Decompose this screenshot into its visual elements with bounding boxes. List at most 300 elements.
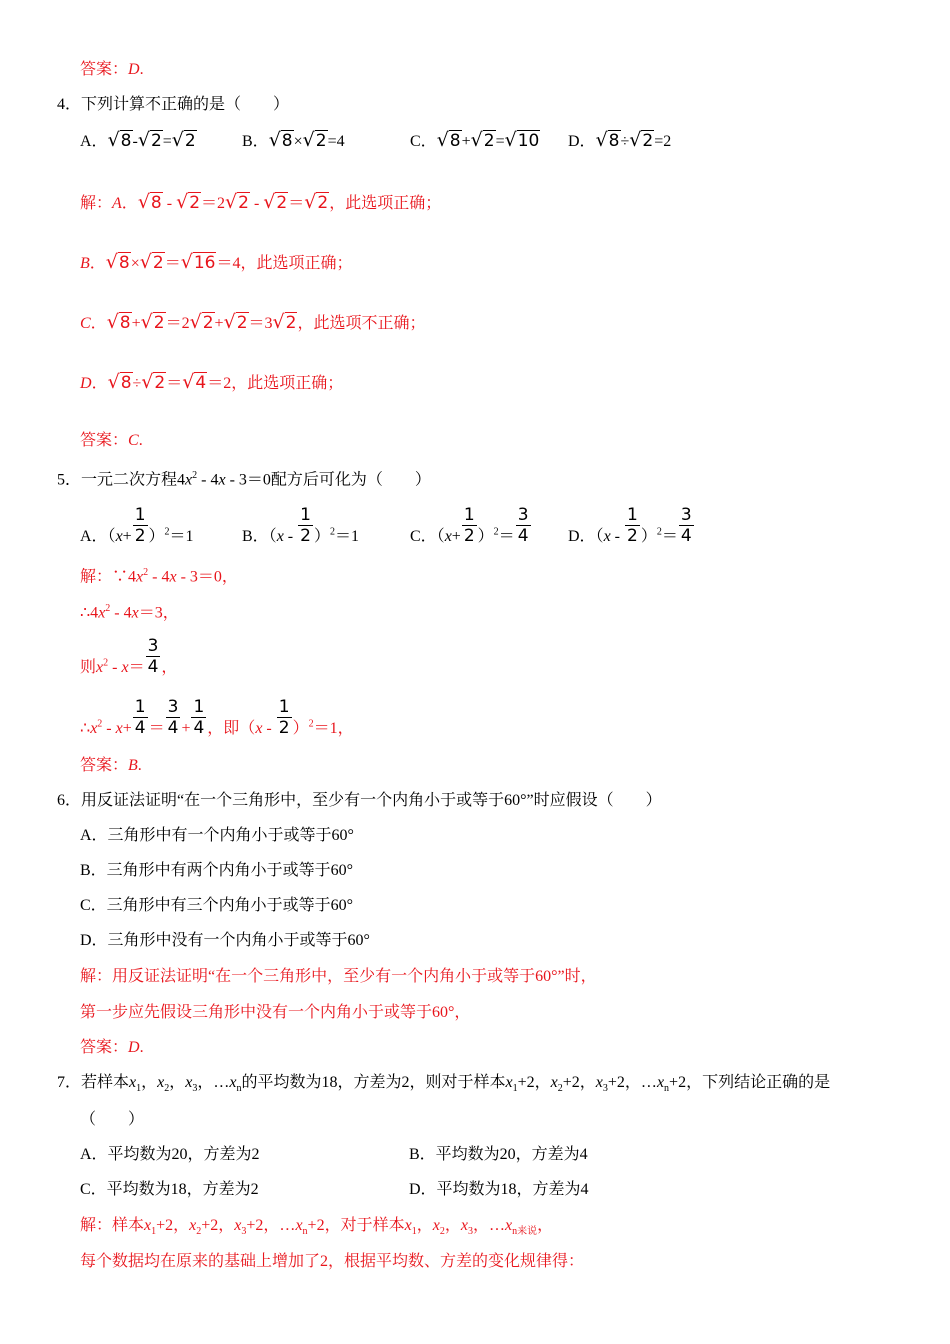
square-root xyxy=(263,192,288,213)
text-run: ） xyxy=(640,528,657,545)
q5-solution-1 xyxy=(80,563,238,587)
text-run: ÷ xyxy=(132,375,142,392)
radicand: 2 xyxy=(184,131,196,151)
superscript: 2 xyxy=(105,603,111,614)
denominator: 4 xyxy=(147,657,159,677)
q6-solution-1 xyxy=(80,967,597,987)
math-variable: x xyxy=(603,528,611,545)
text-run: ＝2 xyxy=(201,195,226,212)
math-variable: x xyxy=(96,659,104,676)
square-root xyxy=(138,130,163,151)
math-variable: x xyxy=(129,1074,137,1091)
text-run: - xyxy=(283,528,298,545)
q5-solution-3 xyxy=(80,636,177,678)
text-run: ． xyxy=(91,375,108,392)
radical-sign-icon: √ xyxy=(436,129,449,151)
q7-solution-1 xyxy=(80,1216,553,1242)
q5-solution-4 xyxy=(80,697,354,739)
text-run: A． xyxy=(80,133,108,150)
radical-sign-icon: √ xyxy=(171,129,184,151)
numerator: 3 xyxy=(517,505,529,525)
subscript: 1 xyxy=(411,1226,417,1238)
subscript: n xyxy=(236,1083,242,1095)
text-run: ＝3， xyxy=(138,604,179,622)
text-run: . xyxy=(138,432,143,449)
q5-option-a xyxy=(80,505,194,547)
fraction xyxy=(133,697,148,738)
text-run: +2， xyxy=(156,1217,190,1234)
radical-sign-icon: √ xyxy=(180,251,193,273)
subscript: 1 xyxy=(512,1083,518,1095)
subscript: 3 xyxy=(192,1083,198,1095)
subscript: 2 xyxy=(557,1083,563,1095)
text-run: × xyxy=(130,255,140,272)
radical-sign-icon: √ xyxy=(106,311,119,333)
subscript: 3 xyxy=(241,1226,247,1238)
text-run: 每个数据均在原来的基础上增加了2，根据平均数、方差的变化规律得： xyxy=(80,1253,585,1270)
q5-option-b xyxy=(242,505,359,547)
text-run: ） xyxy=(148,528,165,545)
text-run: ∴ xyxy=(80,720,91,737)
text-run: 答案： xyxy=(80,1039,129,1056)
radicand: 8 xyxy=(449,131,461,151)
square-root xyxy=(505,130,541,151)
text-run: ， xyxy=(444,1217,461,1234)
radicand: 8 xyxy=(120,373,132,393)
superscript: 2 xyxy=(97,718,103,730)
numerator: 1 xyxy=(463,505,475,525)
radical-sign-icon: √ xyxy=(107,371,120,393)
question-7 xyxy=(57,1073,830,1099)
text-run: C．平均数为18，方差为2 xyxy=(80,1181,259,1198)
square-root xyxy=(172,130,197,151)
square-root xyxy=(108,372,133,393)
text-run: ． xyxy=(90,315,107,332)
square-root xyxy=(224,312,249,333)
text-run: D．平均数为18，方差为4 xyxy=(409,1181,589,1198)
text-run: - 3＝0， xyxy=(176,568,238,586)
math-variable: x xyxy=(169,568,177,586)
square-root xyxy=(304,192,329,213)
subscript: 2 xyxy=(439,1226,445,1238)
q7-solution-2 xyxy=(80,1252,584,1272)
math-variable: x xyxy=(444,528,452,545)
q5-option-c xyxy=(410,505,532,547)
text-run: ＝2 xyxy=(165,315,190,332)
q6-option-d xyxy=(80,931,370,951)
text-run: C．（ xyxy=(410,528,445,545)
math-variable: C xyxy=(80,315,91,332)
square-root xyxy=(106,252,131,273)
q4-solution-b xyxy=(80,252,352,274)
text-run: ＝1， xyxy=(313,720,354,737)
text-run: ， xyxy=(537,1217,554,1234)
math-variable: x xyxy=(404,1217,412,1234)
text-run: +2， xyxy=(517,1074,551,1091)
radical-sign-icon: √ xyxy=(176,191,189,213)
q4-option-c xyxy=(410,130,540,152)
square-root xyxy=(138,192,163,213)
math-variable: x xyxy=(234,1217,242,1234)
text-run: =2 xyxy=(654,133,672,150)
radical-sign-icon: √ xyxy=(189,311,202,333)
text-run: ． xyxy=(121,195,138,212)
text-run: +2，… xyxy=(607,1074,657,1091)
text-run: 解：样本 xyxy=(80,1217,145,1234)
superscript: 2 xyxy=(329,526,335,538)
math-variable: x xyxy=(550,1074,558,1091)
numerator: 1 xyxy=(627,505,638,525)
text-run: B．平均数为20，方差为4 xyxy=(409,1146,588,1163)
math-variable: x xyxy=(115,528,123,545)
text-run: 解：用反证法证明“在一个三角形中，至少有一个内角小于或等于60°”时， xyxy=(80,968,597,985)
question-7-blank xyxy=(80,1110,144,1130)
math-variable: x xyxy=(144,1217,152,1234)
text-run: - 4 xyxy=(110,604,132,622)
square-root xyxy=(303,130,328,151)
radicand: 2 xyxy=(189,193,201,213)
radical-sign-icon: √ xyxy=(225,191,238,213)
answer-q4 xyxy=(80,431,143,451)
text-run: 7．若样本 xyxy=(57,1074,130,1091)
math-variable: A xyxy=(112,195,122,212)
fraction xyxy=(462,505,477,546)
answer-q3 xyxy=(80,60,144,80)
radicand: 4 xyxy=(195,373,207,393)
answer-q6 xyxy=(80,1038,144,1058)
denominator: 4 xyxy=(167,718,179,738)
radicand: 2 xyxy=(238,193,249,213)
answer-q5 xyxy=(80,756,142,776)
text-run: ＝ xyxy=(148,720,165,737)
text-run: - 4 xyxy=(148,568,170,586)
radical-sign-icon: √ xyxy=(223,311,236,333)
text-run: - 3＝0配方后可化为（ ） xyxy=(225,471,431,489)
text-run: 则 xyxy=(80,659,97,676)
numerator: 1 xyxy=(134,697,146,717)
subscript: 3 xyxy=(467,1226,473,1238)
radical-sign-icon: √ xyxy=(272,311,285,333)
square-root xyxy=(629,130,654,151)
radical-sign-icon: √ xyxy=(629,129,642,151)
q7-option-b xyxy=(409,1145,588,1165)
text-run: ， xyxy=(416,1217,433,1234)
radicand: 2 xyxy=(276,193,288,213)
q6-option-a xyxy=(80,826,354,846)
text-run: ，… xyxy=(472,1217,505,1234)
radicand: 8 xyxy=(119,313,131,333)
subscript: n xyxy=(664,1083,670,1095)
text-run: + xyxy=(122,528,132,545)
text-run: ， xyxy=(169,1074,186,1091)
text-run: - xyxy=(102,720,116,737)
q7-option-d xyxy=(409,1180,589,1200)
text-run: 答案： xyxy=(80,432,129,449)
text-run: - xyxy=(132,133,138,150)
radicand: 2 xyxy=(317,193,329,213)
q5-solution-2 xyxy=(80,599,179,623)
radicand: 8 xyxy=(120,131,132,151)
square-root xyxy=(225,192,250,213)
radical-sign-icon: √ xyxy=(137,129,150,151)
radical-sign-icon: √ xyxy=(470,129,483,151)
radicand: 8 xyxy=(281,131,293,151)
q7-option-a xyxy=(80,1145,260,1165)
math-variable: B xyxy=(128,757,138,774)
math-variable: x xyxy=(121,659,129,676)
math-variable: x xyxy=(229,1074,237,1091)
subscript: 2 xyxy=(196,1226,202,1238)
denominator: 4 xyxy=(680,526,692,546)
text-run: ＝2，此选项正确； xyxy=(207,375,344,392)
text-run: ＝ xyxy=(166,375,183,392)
square-root xyxy=(273,312,298,333)
text-run: ） xyxy=(477,528,494,545)
text-run: B．三角形中有两个内角小于或等于60° xyxy=(80,862,354,879)
text-run: ＝ xyxy=(288,195,305,212)
text-run: - xyxy=(108,659,122,676)
math-variable: x xyxy=(90,720,98,737)
radical-sign-icon: √ xyxy=(140,311,153,333)
math-variable: x xyxy=(98,604,106,622)
text-run: ＝1 xyxy=(334,528,359,545)
math-variable: x xyxy=(505,1074,513,1091)
radicand: 2 xyxy=(285,313,297,333)
superscript: 2 xyxy=(103,657,109,669)
square-root xyxy=(471,130,496,151)
radical-sign-icon: √ xyxy=(263,191,276,213)
radicand: 8 xyxy=(608,131,620,151)
radicand: 2 xyxy=(152,253,164,273)
math-variable: x xyxy=(504,1217,513,1234)
text-run: 答案： xyxy=(80,757,129,774)
square-root xyxy=(107,312,132,333)
numerator: 1 xyxy=(278,697,290,717)
text-run: A．三角形中有一个内角小于或等于60° xyxy=(80,827,354,844)
text-run: + xyxy=(214,315,224,332)
numerator: 3 xyxy=(167,697,179,717)
q6-option-c xyxy=(80,896,353,916)
radicand: 2 xyxy=(642,131,654,151)
fraction xyxy=(191,697,206,738)
text-run: = xyxy=(162,133,172,150)
fraction xyxy=(625,505,640,546)
text-run: ＝ xyxy=(661,528,678,545)
question-4 xyxy=(57,95,289,115)
superscript: 2 xyxy=(656,526,662,538)
superscript: 2 xyxy=(192,470,198,481)
radicand: 2 xyxy=(236,313,248,333)
math-variable: x xyxy=(131,604,139,622)
text-run: - xyxy=(249,195,264,212)
math-variable: x xyxy=(460,1217,468,1234)
text-run: ＝ xyxy=(128,659,145,676)
text-run: +2，… xyxy=(246,1217,296,1234)
numerator: 1 xyxy=(193,697,205,717)
q4-option-a xyxy=(80,130,197,152)
square-root xyxy=(141,312,166,333)
square-root xyxy=(181,252,217,273)
radicand: 16 xyxy=(193,253,216,273)
text-run: . xyxy=(139,61,144,78)
denominator: 2 xyxy=(300,526,311,546)
text-run: +2，对于样本 xyxy=(307,1217,405,1234)
text-run: A．（ xyxy=(80,528,116,545)
text-run: - xyxy=(262,720,276,737)
square-root xyxy=(190,312,215,333)
text-run: 4．下列计算不正确的是（ ） xyxy=(57,96,290,113)
square-root xyxy=(176,192,201,213)
math-variable: C xyxy=(128,432,139,449)
text-run: +2， xyxy=(562,1074,596,1091)
math-variable: x xyxy=(276,528,284,545)
math-variable: x xyxy=(185,1074,193,1091)
question-5 xyxy=(57,466,431,490)
text-run: +2，下列结论正确的是 xyxy=(669,1074,831,1091)
math-variable: x xyxy=(255,720,263,737)
fraction xyxy=(679,505,694,546)
denominator: 2 xyxy=(627,526,638,546)
text-run: + xyxy=(181,720,191,737)
text-run: =4 xyxy=(327,133,345,150)
text-run: - 4 xyxy=(197,471,219,489)
text-run: ＝4，此选项正确； xyxy=(216,255,353,272)
radicand: 2 xyxy=(202,313,214,333)
q5-option-d xyxy=(568,505,695,547)
text-run: - xyxy=(610,528,624,545)
text-run: + xyxy=(122,720,132,737)
math-variable: B xyxy=(80,255,90,272)
text-run: 的平均数为18，方差为2，则对于样本 xyxy=(241,1074,506,1091)
text-run: ＝ xyxy=(164,255,181,272)
radicand: 8 xyxy=(118,253,130,273)
subscript: 3 xyxy=(602,1083,608,1095)
text-run: ， xyxy=(141,1074,158,1091)
text-run: - xyxy=(162,195,177,212)
text-run: ． xyxy=(89,255,106,272)
radical-sign-icon: √ xyxy=(141,371,154,393)
text-run: 6．用反证法证明“在一个三角形中，至少有一个内角小于或等于60°”时应假设（ ） xyxy=(57,792,662,809)
numerator: 1 xyxy=(134,505,146,525)
math-variable: x xyxy=(218,471,226,489)
text-run: ） xyxy=(292,720,309,737)
math-variable: x xyxy=(157,1074,165,1091)
text-run: 5．一元二次方程4 xyxy=(57,471,186,489)
text-run: × xyxy=(293,133,303,150)
radical-sign-icon: √ xyxy=(107,129,120,151)
radical-sign-icon: √ xyxy=(304,191,317,213)
text-run: ＝3 xyxy=(248,315,273,332)
text-run: . xyxy=(137,757,142,774)
radical-sign-icon: √ xyxy=(182,371,195,393)
radicand: 10 xyxy=(517,131,540,151)
text-run: ∴4 xyxy=(80,604,99,622)
text-run: A．平均数为20，方差为2 xyxy=(80,1146,260,1163)
superscript: 2 xyxy=(164,526,170,538)
math-variable: x xyxy=(115,720,123,737)
q4-solution-a xyxy=(80,192,441,214)
fraction xyxy=(277,697,292,738)
text-run: C． xyxy=(410,133,437,150)
math-variable: x xyxy=(295,1217,303,1234)
square-root xyxy=(182,372,207,393)
text-run: ＝1 xyxy=(169,528,194,545)
square-root xyxy=(269,130,294,151)
radicand: 2 xyxy=(153,313,165,333)
text-run: . xyxy=(139,1039,144,1056)
fraction xyxy=(166,697,181,738)
subscript: 2 xyxy=(164,1083,170,1095)
radicand: 2 xyxy=(483,131,495,151)
text-run: C．三角形中有三个内角小于或等于60° xyxy=(80,897,354,914)
text-run: （ ） xyxy=(80,1111,145,1128)
subscript: n xyxy=(512,1226,518,1238)
text-run: B． xyxy=(242,133,269,150)
text-run: 解： xyxy=(80,195,113,212)
superscript: 2 xyxy=(493,526,499,538)
square-root xyxy=(437,130,462,151)
text-run: 答案： xyxy=(80,61,129,78)
denominator: 2 xyxy=(463,526,475,546)
q4-solution-c xyxy=(80,312,425,334)
math-variable: x xyxy=(185,471,193,489)
text-run: +2， xyxy=(201,1217,235,1234)
math-variable: x xyxy=(595,1074,603,1091)
q4-option-b xyxy=(242,130,345,152)
denominator: 4 xyxy=(517,526,529,546)
square-root xyxy=(141,372,166,393)
math-variable: x xyxy=(136,568,144,586)
radical-sign-icon: √ xyxy=(595,129,608,151)
subscript: n xyxy=(302,1226,308,1238)
radical-sign-icon: √ xyxy=(105,251,118,273)
question-6 xyxy=(57,791,662,811)
radicand: 2 xyxy=(315,131,327,151)
numerator: 3 xyxy=(147,636,159,656)
radicand: 2 xyxy=(150,131,162,151)
denominator: 2 xyxy=(278,718,290,738)
radical-sign-icon: √ xyxy=(268,129,281,151)
fraction xyxy=(298,505,313,546)
text-run: ，… xyxy=(197,1074,230,1091)
radical-sign-icon: √ xyxy=(139,251,152,273)
text-run: = xyxy=(495,133,505,150)
text-run: ＝ xyxy=(498,528,515,545)
q4-option-d xyxy=(568,130,671,152)
fraction xyxy=(133,505,148,546)
square-root xyxy=(596,130,621,151)
fraction xyxy=(146,636,161,677)
text-run: ，此选项正确； xyxy=(329,195,442,212)
radical-sign-icon: √ xyxy=(302,129,315,151)
text-run: ，此选项不正确； xyxy=(297,315,426,332)
numerator: 1 xyxy=(300,505,311,525)
radicand: 8 xyxy=(150,193,162,213)
numerator: 3 xyxy=(680,505,692,525)
subscript: 来说 xyxy=(517,1226,538,1238)
math-variable: x xyxy=(189,1217,197,1234)
q4-solution-d xyxy=(80,372,343,394)
text-run: 第一步应先假设三角形中没有一个内角小于或等于60°， xyxy=(80,1004,471,1021)
square-root xyxy=(108,130,133,151)
q7-option-c xyxy=(80,1180,259,1200)
math-variable: D xyxy=(128,1039,140,1056)
text-run: 解：∵4 xyxy=(80,568,137,586)
q6-solution-2 xyxy=(80,1003,470,1023)
fraction xyxy=(516,505,531,546)
math-variable: D xyxy=(80,375,92,392)
subscript: 1 xyxy=(151,1226,157,1238)
